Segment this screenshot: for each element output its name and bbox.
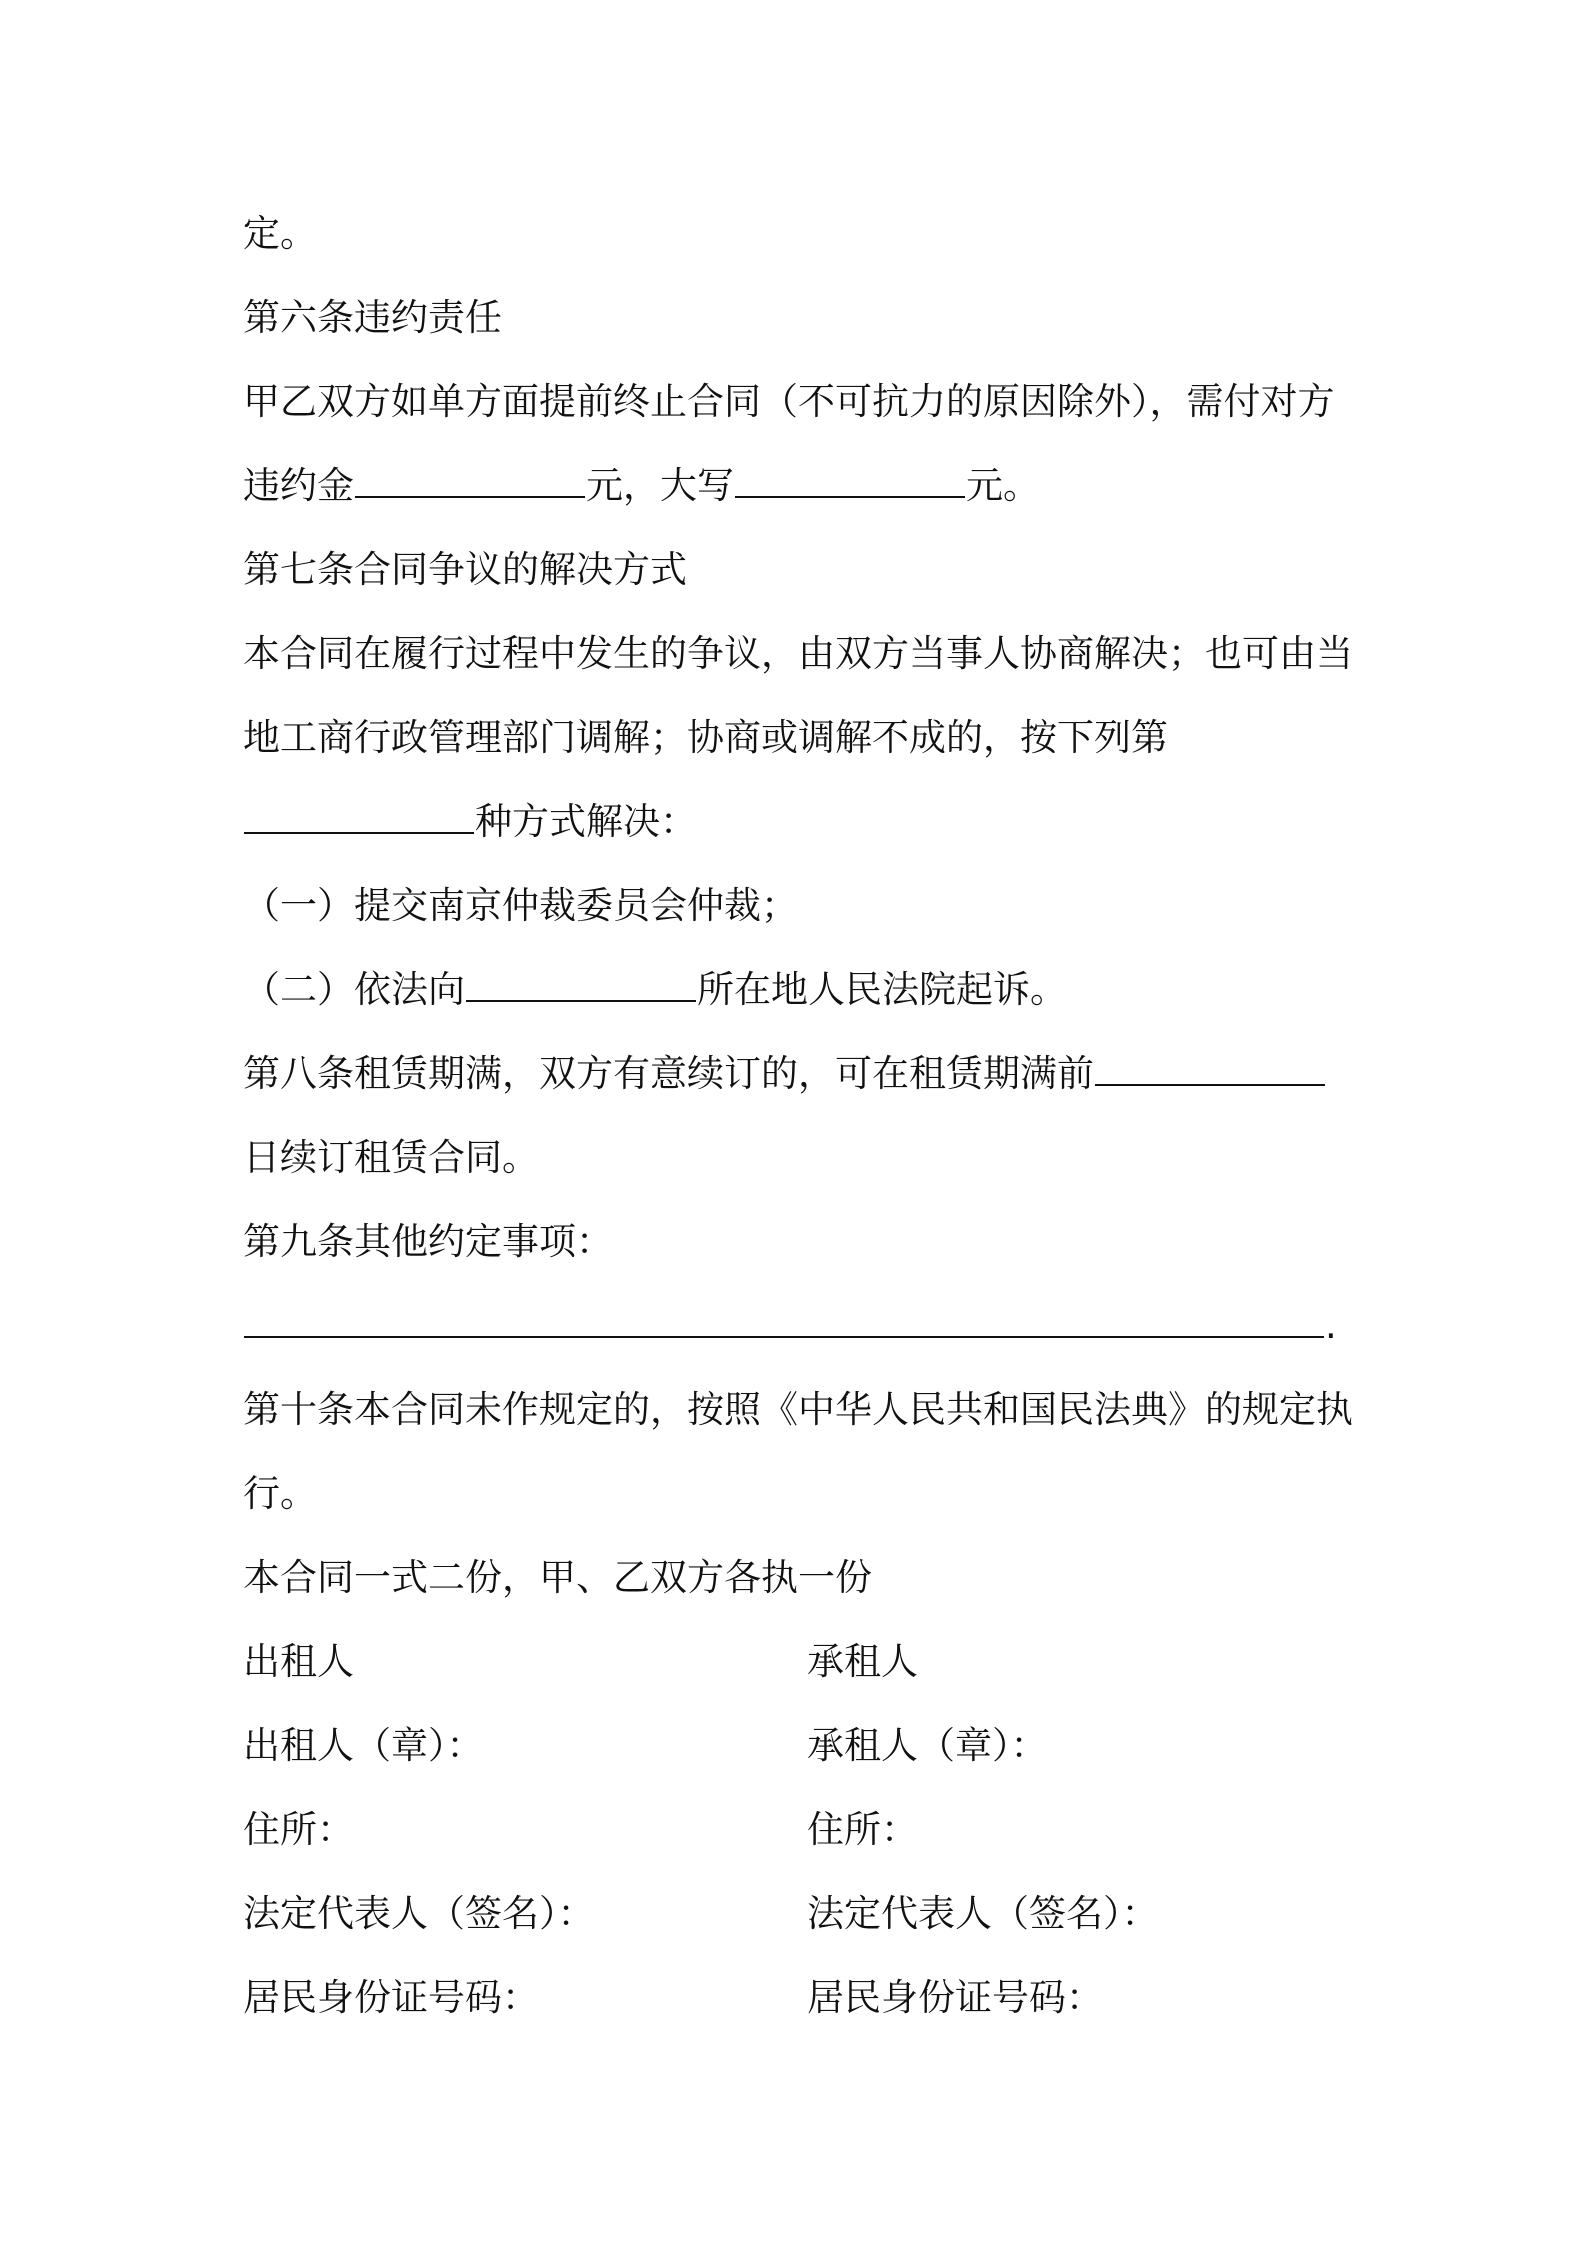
penalty-line <box>243 444 1363 528</box>
penalty-label: 违约金 <box>243 464 354 507</box>
text-line <box>243 696 1363 780</box>
text-line <box>243 1116 1363 1200</box>
penalty-capital-blank[interactable] <box>735 458 965 498</box>
text-line <box>243 192 1363 276</box>
copies-statement: 本合同一式二份，甲、乙双方各执一份 <box>243 1556 872 1599</box>
other-terms-blank[interactable] <box>244 1298 1324 1338</box>
clause-heading-6 <box>243 276 1363 360</box>
clause-8-text: 第八条租赁期满，双方有意续订的，可在租赁期满前 <box>243 1052 1094 1095</box>
clause-7-title: 第七条合同争议的解决方式 <box>243 548 687 591</box>
lessee-rep-label: 法定代表人（签名）： <box>807 1892 1159 1935</box>
clause-heading-9 <box>243 1200 1363 1284</box>
signature-row-title <box>243 1620 1363 1704</box>
lessee-id-label: 居民身份证号码： <box>807 1976 1103 2019</box>
court-option-line <box>243 948 1363 1032</box>
renewal-line <box>243 1032 1363 1116</box>
method-choice-line <box>243 780 1363 864</box>
renewal-days-blank[interactable] <box>1095 1046 1325 1086</box>
penalty-amount-blank[interactable] <box>355 458 585 498</box>
lessor-id-label: 居民身份证号码： <box>243 1976 539 2019</box>
penalty-unit: 元。 <box>966 464 1040 507</box>
clause-6-text: 甲乙双方如单方面提前终止合同（不可抗力的原因除外），需付对方 <box>243 380 1335 423</box>
lessee-address-label: 住所： <box>807 1808 918 1851</box>
clause-tail: 定。 <box>243 212 317 255</box>
text-line <box>243 1536 1363 1620</box>
text-line <box>243 1368 1363 1452</box>
lessor-address-label: 住所： <box>243 1808 354 1851</box>
option-court-tail: 所在地人民法院起诉。 <box>697 968 1067 1011</box>
text-line <box>243 1452 1363 1536</box>
signature-row-address <box>243 1788 1363 1872</box>
clause-7-text-2: 地工商行政管理部门调解；协商或调解不成的，按下列第 <box>243 716 1168 759</box>
penalty-capital-label: 元，大写 <box>586 464 734 507</box>
clause-6-title: 第六条违约责任 <box>243 296 502 339</box>
text-line <box>243 612 1363 696</box>
lessor-seal-label: 出租人（章）： <box>243 1724 484 1767</box>
court-location-blank[interactable] <box>466 962 696 1002</box>
method-choice-blank[interactable] <box>244 794 474 834</box>
lessor-rep-label: 法定代表人（签名）： <box>243 1892 595 1935</box>
lessee-seal-label: 承租人（章）： <box>807 1724 1048 1767</box>
clause-10-text: 第十条本合同未作规定的，按照《中华人民共和国民法典》的规定执 <box>243 1388 1353 1431</box>
other-terms-line <box>243 1284 1363 1368</box>
clause-8-tail: 日续订租赁合同。 <box>243 1136 539 1179</box>
signature-row-id <box>243 1956 1363 2040</box>
clause-heading-7 <box>243 528 1363 612</box>
contract-body <box>243 192 1363 2040</box>
option-court-label: （二）依法向 <box>243 968 465 1011</box>
other-terms-period: . <box>1325 1304 1337 1347</box>
text-line <box>243 864 1363 948</box>
lessee-title: 承租人 <box>807 1640 918 1683</box>
signature-row-seal <box>243 1704 1363 1788</box>
signature-row-rep <box>243 1872 1363 1956</box>
option-arbitration: （一）提交南京仲裁委员会仲裁； <box>243 884 798 927</box>
text-line <box>243 360 1363 444</box>
clause-9-title: 第九条其他约定事项： <box>243 1220 613 1263</box>
clause-10-tail: 行。 <box>243 1472 317 1515</box>
method-choice-label: 种方式解决： <box>475 800 697 843</box>
lessor-title: 出租人 <box>243 1640 354 1683</box>
clause-7-text-1: 本合同在履行过程中发生的争议，由双方当事人协商解决；也可由当 <box>243 632 1353 675</box>
